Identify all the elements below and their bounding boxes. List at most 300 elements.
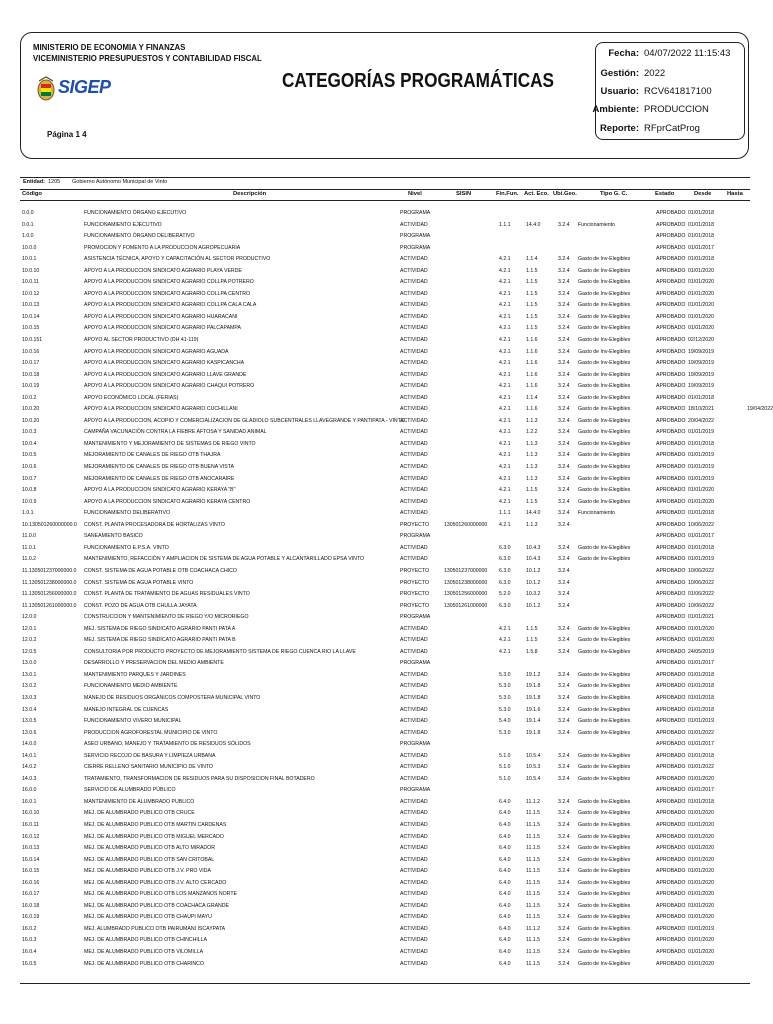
table-row: [20, 416, 750, 428]
cell-ubigeo: 3.2.4: [558, 521, 570, 528]
table-row: [20, 681, 750, 693]
cell-finfun: 5.1.0: [499, 752, 511, 759]
cell-estado: APROBADO: [656, 648, 686, 655]
fecha-label: Fecha:: [608, 48, 639, 59]
cell-nivel: ACTIVIDAD: [400, 452, 428, 459]
cell-desde: 01/01/2020: [688, 821, 714, 828]
table-row: [20, 347, 750, 359]
cell-desde: 01/01/2020: [688, 914, 714, 921]
cell-desde: 01/01/2020: [688, 267, 714, 274]
cell-acteco: 19.1.8: [526, 694, 541, 701]
cell-tipo: Gasto de Inv-Elegibles: [578, 498, 631, 505]
cell-ubigeo: 3.2.4: [558, 937, 570, 944]
cell-codigo: 10.0.7: [22, 475, 37, 482]
cell-tipo: Funcionamiento: [578, 221, 615, 228]
cell-finfun: 6.4.0: [499, 868, 511, 875]
cell-desde: 01/01/2020: [688, 775, 714, 782]
cell-nivel: ACTIVIDAD: [400, 902, 428, 909]
cell-codigo: 10.0.8: [22, 487, 37, 494]
cell-codigo: 16.0.3: [22, 937, 37, 944]
cell-estado: APROBADO: [656, 718, 686, 725]
cell-acteco: 1.1.5: [526, 625, 538, 632]
cell-desde: 01/01/2018: [688, 683, 714, 690]
table-row: [20, 520, 750, 532]
table-row: [20, 774, 750, 786]
cell-finfun: 6.4.0: [499, 891, 511, 898]
cell-desde: 01/01/2019: [688, 556, 714, 563]
cell-descripcion: MANEJO DE RESIDUOS ORGÁNICOS COMPOSTERA MUNICIPAL VINTO: [84, 694, 261, 701]
cell-nivel: ACTIVIDAD: [400, 313, 428, 320]
cell-estado: APROBADO: [656, 925, 686, 932]
cell-descripcion: APOYO A LA PRODUCCION SINDICATO AGRARIO COLLPA CENTRO: [84, 290, 251, 297]
cell-codigo: 13.0.6: [22, 729, 37, 736]
table-row: [20, 785, 750, 797]
cell-codigo: 10.0.4: [22, 440, 37, 447]
cell-acteco: 11.1.2: [526, 798, 541, 805]
cell-tipo: Gasto de Inv-Elegibles: [578, 302, 631, 309]
cell-estado: APROBADO: [656, 891, 686, 898]
cell-finfun: 4.2.1: [499, 637, 511, 644]
cell-desde: 10/06/2022: [688, 567, 714, 574]
cell-nivel: ACTIVIDAD: [400, 544, 428, 551]
cell-finfun: 4.2.1: [499, 325, 511, 332]
table-row: [20, 612, 750, 624]
cell-nivel: ACTIVIDAD: [400, 879, 428, 886]
cell-desde: 01/01/2018: [688, 510, 714, 517]
cell-codigo: 12.0.0: [22, 614, 37, 621]
cell-ubigeo: 3.2.4: [558, 914, 570, 921]
col-descripcion: Descripción: [233, 191, 267, 197]
cell-nivel: ACTIVIDAD: [400, 510, 428, 517]
usuario-value: RCV641817100: [644, 86, 712, 97]
cell-codigo: 10.0.10: [22, 267, 40, 274]
cell-nivel: ACTIVIDAD: [400, 325, 428, 332]
cell-desde: 01/01/2020: [688, 810, 714, 817]
cell-finfun: 1.1.1: [499, 221, 511, 228]
cell-desde: 01/01/2020: [688, 498, 714, 505]
categories-table-body: [20, 208, 773, 970]
cell-finfun: 4.2.1: [499, 256, 511, 263]
cell-codigo: 10.0.6: [22, 464, 37, 471]
cell-desde: 01/01/2017: [688, 533, 714, 540]
cell-ubigeo: 3.2.4: [558, 845, 570, 852]
cell-codigo: 13.0.4: [22, 706, 37, 713]
cell-finfun: 4.2.1: [499, 267, 511, 274]
cell-ubigeo: 3.2.4: [558, 475, 570, 482]
cell-estado: APROBADO: [656, 210, 686, 216]
cell-acteco: 10.5.4: [526, 775, 541, 782]
cell-nivel: ACTIVIDAD: [400, 856, 428, 863]
cell-descripcion: TRATAMIENTO, TRANSFORMACION DE RESIDUOS PARA SU DISPOSICION FINAL BOTADERO: [84, 775, 315, 782]
cell-finfun: 4.2.1: [499, 337, 511, 344]
cell-ubigeo: 3.2.4: [558, 337, 570, 344]
cell-estado: APROBADO: [656, 914, 686, 921]
cell-estado: APROBADO: [656, 879, 686, 886]
cell-desde: 01/01/2018: [688, 440, 714, 447]
cell-descripcion: MEJ. DE ALUMBRADO PUBLICO OTB CHINCHILLA: [84, 937, 208, 944]
cell-finfun: 5.1.0: [499, 764, 511, 771]
col-desde: Desde: [694, 191, 712, 197]
cell-codigo: 16.0.0: [22, 787, 37, 794]
cell-descripcion: MEJ. DE ALUMBRADO PUBLICO OTB MARTIN CARDENAS: [84, 821, 227, 828]
cell-estado: APROBADO: [656, 510, 686, 517]
cell-nivel: ACTIVIDAD: [400, 925, 428, 932]
cell-finfun: 5.1.0: [499, 775, 511, 782]
cell-finfun: 4.2.1: [499, 290, 511, 297]
cell-desde: 01/01/2017: [688, 244, 714, 251]
cell-acteco: 1.1.3: [526, 464, 538, 471]
cell-nivel: ACTIVIDAD: [400, 798, 428, 805]
cell-tipo: Gasto de Inv-Elegibles: [578, 487, 631, 494]
cell-descripcion: DESARROLLO Y PRESERVACION DEL MEDIO AMBIENTE: [84, 660, 224, 667]
cell-ubigeo: 3.2.4: [558, 637, 570, 644]
cell-finfun: 5.4.0: [499, 718, 511, 725]
cell-estado: APROBADO: [656, 337, 686, 344]
cell-desde: 01/01/2020: [688, 845, 714, 852]
table-row: [20, 381, 750, 393]
cell-descripcion: MEJ. SISTEMA DE RIEGO SINDICATO AGRARIO PANTI PATA A: [84, 625, 236, 632]
table-row: [20, 208, 750, 220]
cell-acteco: 10.1.2: [526, 602, 541, 609]
cell-estado: APROBADO: [656, 798, 686, 805]
cell-ubigeo: 3.2.4: [558, 452, 570, 459]
table-row: [20, 670, 750, 682]
cell-nivel: PROGRAMA: [400, 210, 431, 216]
cell-tipo: Gasto de Inv-Elegibles: [578, 394, 631, 401]
table-row: [20, 878, 750, 890]
cell-finfun: 4.2.1: [499, 498, 511, 505]
cell-codigo: 10.0.20: [22, 417, 40, 424]
cell-desde: 01/01/2020: [688, 313, 714, 320]
cell-acteco: 1.1.6: [526, 348, 538, 355]
cell-ubigeo: 3.2.4: [558, 313, 570, 320]
report-title: CATEGORÍAS PROGRAMÁTICAS: [282, 70, 555, 92]
cell-acteco: 1.1.5: [526, 498, 538, 505]
cell-nivel: ACTIVIDAD: [400, 914, 428, 921]
cell-estado: APROBADO: [656, 591, 686, 598]
report-info-box: [592, 42, 745, 140]
cell-tipo: Gasto de Inv-Elegibles: [578, 475, 631, 482]
table-row: [20, 323, 750, 335]
cell-finfun: 4.2.1: [499, 348, 511, 355]
cell-codigo: 1.0.1: [22, 510, 34, 517]
cell-ubigeo: 3.2.4: [558, 868, 570, 875]
cell-acteco: 11.1.5: [526, 868, 541, 875]
table-row: [20, 716, 750, 728]
cell-nivel: ACTIVIDAD: [400, 337, 428, 344]
cell-descripcion: SERVICIO DE ALUMBRADO PÚBLICO: [84, 787, 176, 794]
cell-desde: 01/01/2018: [688, 544, 714, 551]
cell-tipo: Gasto de Inv-Elegibles: [578, 902, 631, 909]
cell-acteco: 1.1.6: [526, 337, 538, 344]
cell-acteco: 1.1.5: [526, 302, 538, 309]
cell-nivel: ACTIVIDAD: [400, 683, 428, 690]
cell-descripcion: MEJORAMIENTO DE CANALES DE RIEGO OTB BUENA VISTA: [84, 464, 234, 471]
table-header: [20, 189, 750, 201]
cell-descripcion: APOYO A LA PRODUCCION SINDICATO AGRARIO HUARACANI: [84, 313, 238, 320]
col-sisin: SISIN: [456, 191, 472, 197]
cell-nivel: ACTIVIDAD: [400, 348, 428, 355]
cell-codigo: 11.130501256000000.0: [22, 591, 77, 598]
cell-ubigeo: 3.2.4: [558, 602, 570, 609]
cell-finfun: 4.2.1: [499, 360, 511, 367]
table-row: [20, 277, 750, 289]
cell-acteco: 10.5.4: [526, 752, 541, 759]
cell-nivel: ACTIVIDAD: [400, 417, 428, 424]
cell-codigo: 10.0.11: [22, 279, 39, 286]
cell-finfun: 4.2.1: [499, 417, 511, 424]
cell-acteco: 1.1.3: [526, 417, 538, 424]
cell-ubigeo: 3.2.4: [558, 879, 570, 886]
cell-desde: 01/01/2020: [688, 833, 714, 840]
cell-desde: 01/01/2020: [688, 279, 714, 286]
cell-nivel: ACTIVIDAD: [400, 648, 428, 655]
cell-finfun: 4.2.1: [499, 302, 511, 309]
cell-descripcion: FUNCIONAMIENTO EJECUTIVO: [84, 221, 162, 228]
cell-finfun: 4.2.1: [499, 313, 511, 320]
cell-descripcion: PRODUCCION AGROFORESTAL MUNICIPIO DE VINTO: [84, 729, 218, 736]
cell-ubigeo: 3.2.4: [558, 694, 570, 701]
cell-estado: APROBADO: [656, 429, 686, 436]
cell-estado: APROBADO: [656, 625, 686, 632]
cell-tipo: Gasto de Inv-Elegibles: [578, 429, 631, 436]
table-row: [20, 450, 750, 462]
col-acteco: Act. Eco.: [524, 191, 549, 197]
cell-estado: APROBADO: [656, 833, 686, 840]
cell-codigo: 13.0.2: [22, 683, 37, 690]
cell-tipo: Gasto de Inv-Elegibles: [578, 960, 631, 967]
cell-descripcion: MEJ. DE ALUMBRADO PUBLICO OTB MIGUEL MERCADO: [84, 833, 224, 840]
cell-descripcion: MEJ. ALUMBRADO PUBLICO OTB PAIRUMANI ISCAYPATA: [84, 925, 226, 932]
cell-descripcion: SANEAMIENTO BASICO: [84, 533, 143, 540]
cell-finfun: 6.4.0: [499, 902, 511, 909]
cell-acteco: 14.4.0: [526, 510, 541, 517]
cell-estado: APROBADO: [656, 787, 686, 794]
cell-descripcion: CONST. PLANTA DE TRATAMIENTO DE AGUAS RESIDUALES VINTO: [84, 591, 250, 598]
cell-ubigeo: 3.2.4: [558, 591, 570, 598]
table-row: [20, 543, 750, 555]
table-row: [20, 289, 750, 301]
cell-finfun: 6.3.0: [499, 602, 511, 609]
cell-codigo: 10.0.13: [22, 302, 40, 309]
cell-codigo: 13.0.3: [22, 694, 37, 701]
table-row: [20, 439, 750, 451]
cell-ubigeo: 3.2.4: [558, 348, 570, 355]
cell-acteco: 11.1.5: [526, 960, 541, 967]
cell-acteco: 10.5.3: [526, 764, 541, 771]
table-row: [20, 254, 750, 266]
table-row: [20, 762, 750, 774]
cell-acteco: 11.1.5: [526, 949, 541, 955]
cell-finfun: 6.4.0: [499, 879, 511, 886]
cell-acteco: 1.1.4: [526, 256, 538, 263]
cell-estado: APROBADO: [656, 464, 686, 471]
cell-ubigeo: 3.2.4: [558, 325, 570, 332]
cell-estado: APROBADO: [656, 521, 686, 528]
table-row: [20, 947, 750, 959]
table-row: [20, 808, 750, 820]
table-row: [20, 693, 750, 705]
cell-tipo: Gasto de Inv-Elegibles: [578, 925, 631, 932]
cell-codigo: 14.0.2: [22, 764, 37, 771]
cell-codigo: 16.0.17: [22, 891, 40, 898]
cell-descripcion: FUNCIONAMIENTO E.P.S.A. VINTO: [84, 544, 169, 551]
cell-descripcion: MEJ. DE ALUMBRADO PUBLICO OTB VILOMILLA: [84, 949, 204, 955]
cell-estado: APROBADO: [656, 383, 686, 390]
cell-nivel: PROGRAMA: [400, 787, 431, 794]
cell-nivel: ACTIVIDAD: [400, 279, 428, 286]
cell-descripcion: FUNCIONAMIENTO DELIBERATIVO: [84, 510, 170, 517]
cell-codigo: 11.130501261000000.0: [22, 602, 77, 609]
cell-acteco: 1.1.3: [526, 475, 538, 482]
cell-codigo: 16.0.13: [22, 845, 40, 852]
cell-nivel: ACTIVIDAD: [400, 290, 428, 297]
cell-descripcion: MEJ. SISTEMA DE RIEGO SINDICATO AGRARIO PANTI PATA B: [84, 637, 236, 644]
cell-finfun: 4.2.1: [499, 440, 511, 447]
cell-codigo: 0.0.0: [22, 210, 34, 216]
cell-estado: APROBADO: [656, 845, 686, 852]
col-hasta: Hasta: [727, 191, 743, 197]
cell-desde: 01/01/2020: [688, 960, 714, 967]
cell-nivel: ACTIVIDAD: [400, 394, 428, 401]
cell-descripcion: CONST. PLANTA PROCESADORA DE HORTALIZAS VINTO: [84, 521, 225, 528]
cell-desde: 01/01/2018: [688, 706, 714, 713]
cell-codigo: 10.0.0: [22, 244, 37, 251]
cell-ubigeo: 3.2.4: [558, 371, 570, 378]
cell-codigo: 1.0.0: [22, 233, 34, 240]
cell-tipo: Gasto de Inv-Elegibles: [578, 879, 631, 886]
cell-estado: APROBADO: [656, 614, 686, 621]
table-row: [20, 300, 750, 312]
cell-desde: 18/10/2021: [688, 406, 714, 413]
table-row: [20, 728, 750, 740]
cell-tipo: Gasto de Inv-Elegibles: [578, 810, 631, 817]
cell-descripcion: MEJ. DE ALUMBRADO PUBLICO OTB SAN CRITOBAL: [84, 856, 215, 863]
cell-estado: APROBADO: [656, 267, 686, 274]
cell-ubigeo: 3.2.4: [558, 383, 570, 390]
cell-desde: 01/01/2018: [688, 256, 714, 263]
cell-ubigeo: 3.2.4: [558, 510, 570, 517]
table-row: [20, 843, 750, 855]
table-row: [20, 462, 750, 474]
cell-codigo: 16.0.18: [22, 902, 40, 909]
cell-acteco: 14.4.0: [526, 221, 541, 228]
cell-codigo: 0.0.1: [22, 221, 34, 228]
table-row: [20, 312, 750, 324]
reporte-label: Reporte:: [599, 123, 639, 134]
cell-finfun: 5.3.0: [499, 706, 511, 713]
table-row: [20, 358, 750, 370]
cell-descripcion: MEJ. DE ALUMBRADO PUBLICO OTB LOS MANZANOS NORTE: [84, 891, 237, 898]
cell-ubigeo: 3.2.4: [558, 902, 570, 909]
cell-ubigeo: 3.2.4: [558, 821, 570, 828]
cell-estado: APROBADO: [656, 221, 686, 228]
cell-nivel: ACTIVIDAD: [400, 810, 428, 817]
cell-estado: APROBADO: [656, 637, 686, 644]
cell-desde: 10/06/2022: [688, 579, 714, 586]
cell-nivel: PROYECTO: [400, 567, 430, 574]
gestion-value: 2022: [644, 68, 666, 79]
cell-codigo: 10.0.9: [22, 498, 37, 505]
cell-ubigeo: 3.2.4: [558, 544, 570, 551]
cell-nivel: ACTIVIDAD: [400, 406, 428, 413]
cell-desde: 01/01/2020: [688, 625, 714, 632]
cell-estado: APROBADO: [656, 856, 686, 863]
cell-tipo: Gasto de Inv-Elegibles: [578, 949, 631, 955]
cell-descripcion: CONSULTORIA POR PRODUCTO PROYECTO DE MEJORAMIENTO SISTEMA DE RIEGO CUENCA RIO LA LLAVE: [84, 648, 356, 655]
cell-ubigeo: 3.2.4: [558, 752, 570, 759]
cell-nivel: ACTIVIDAD: [400, 694, 428, 701]
cell-finfun: 6.3.0: [499, 544, 511, 551]
cell-estado: APROBADO: [656, 671, 686, 678]
cell-finfun: 6.3.0: [499, 579, 511, 586]
cell-nivel: ACTIVIDAD: [400, 868, 428, 875]
cell-sisin: 130501256000000: [444, 591, 488, 598]
cell-estado: APROBADO: [656, 902, 686, 909]
table-row: [20, 866, 750, 878]
vice-ministry-name: VICEMINISTERIO PRESUPUESTOS Y CONTABILIDAD FISCAL: [33, 53, 262, 63]
cell-descripcion: APOYO A LA PRODUCCION SINDICATO AGRARIO LLAVE GRANDE: [84, 371, 247, 378]
cell-estado: APROBADO: [656, 706, 686, 713]
cell-tipo: Gasto de Inv-Elegibles: [578, 637, 631, 644]
cell-acteco: 11.1.5: [526, 891, 541, 898]
cell-finfun: 6.4.0: [499, 798, 511, 805]
cell-estado: APROBADO: [656, 487, 686, 494]
table-row: [20, 220, 750, 232]
cell-tipo: Gasto de Inv-Elegibles: [578, 775, 631, 782]
col-finfun: Fin.Fun.: [496, 191, 519, 197]
cell-descripcion: MEJ. DE ALUMBRADO PUBLICO OTB J.V. ALTO CERCADO: [84, 879, 227, 886]
cell-codigo: 16.0.12: [22, 833, 40, 840]
cell-nivel: ACTIVIDAD: [400, 498, 428, 505]
cell-descripcion: MEJORAMIENTO DE CANALES DE RIEGO OTB THAJRA: [84, 452, 221, 459]
cell-descripcion: APOYO A LA PRODUCCION SINDICATO AGRARIO PLAYA VERDE: [84, 267, 242, 274]
cell-acteco: 1.2.2: [526, 429, 538, 436]
cell-desde: 01/01/2018: [688, 233, 714, 240]
cell-descripcion: MEJ. DE ALUMBRADO PUBLICO OTB CHAUPI MAYU: [84, 914, 212, 921]
cell-finfun: 6.4.0: [499, 960, 511, 967]
table-row: [20, 243, 750, 255]
cell-acteco: 1.1.5: [526, 267, 538, 274]
bolivia-emblem-icon: [35, 75, 57, 103]
cell-acteco: 10.1.2: [526, 567, 541, 574]
cell-tipo: Gasto de Inv-Elegibles: [578, 337, 631, 344]
cell-finfun: 4.2.1: [499, 648, 511, 655]
cell-descripcion: MANTENIMIENTO DE ALUMBRADO PUBLICO: [84, 798, 195, 805]
cell-ubigeo: 3.2.4: [558, 302, 570, 309]
cell-nivel: ACTIVIDAD: [400, 625, 428, 632]
cell-acteco: 1.1.6: [526, 360, 538, 367]
cell-acteco: 19.1.8: [526, 683, 541, 690]
cell-estado: APROBADO: [656, 256, 686, 263]
cell-nivel: ACTIVIDAD: [400, 960, 428, 967]
cell-nivel: ACTIVIDAD: [400, 764, 428, 771]
cell-nivel: PROGRAMA: [400, 660, 431, 667]
cell-desde: 19/09/2019: [688, 348, 714, 355]
cell-estado: APROBADO: [656, 533, 686, 540]
cell-codigo: 16.0.2: [22, 925, 37, 932]
cell-codigo: 11.0.2: [22, 556, 37, 563]
cell-desde: 01/01/2020: [688, 325, 714, 332]
cell-codigo: 11.130501237000000.0: [22, 567, 77, 574]
cell-finfun: 4.2.1: [499, 406, 511, 413]
cell-tipo: Gasto de Inv-Elegibles: [578, 406, 631, 413]
cell-nivel: ACTIVIDAD: [400, 360, 428, 367]
cell-acteco: 11.1.5: [526, 856, 541, 863]
sigep-logo-text: SIGEP: [58, 77, 111, 97]
cell-descripcion: MEJ. DE ALUMBRADO PUBLICO OTB J.V. PRO VIDA: [84, 868, 211, 875]
cell-desde: 01/01/2020: [688, 879, 714, 886]
